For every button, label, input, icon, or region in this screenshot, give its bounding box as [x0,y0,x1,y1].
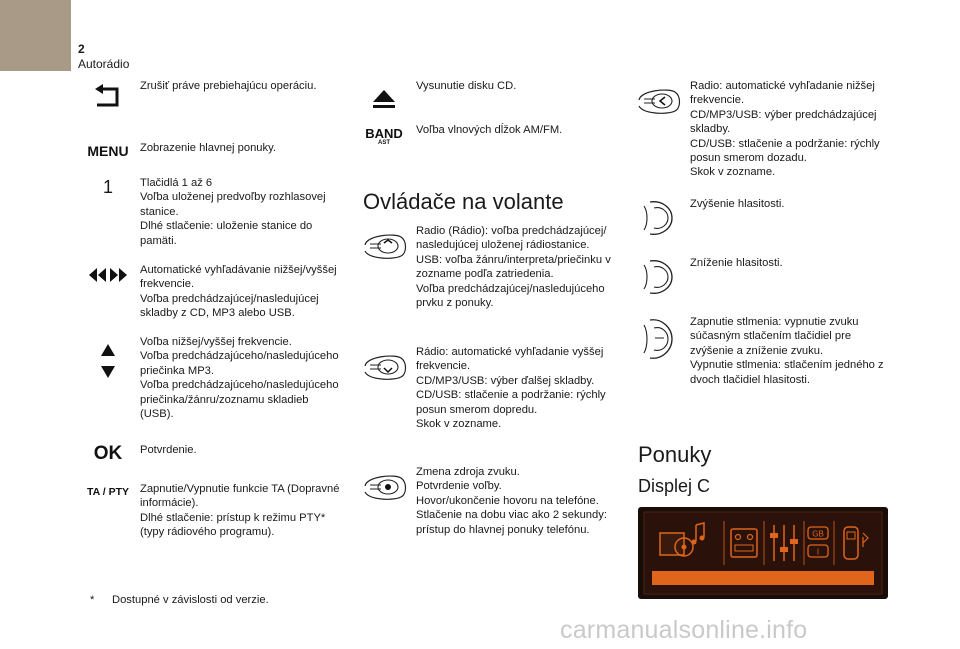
mute-control-icon [626,315,690,363]
item-volume-up: Zvýšenie hlasitosti. [626,197,890,239]
steering-control-down-icon [352,345,416,389]
item-volume-down: Zníženie hlasitosti. [626,256,890,298]
volume-down-control-icon [626,256,690,298]
item-seek: Automatické vyhľadávanie nižšej/vyššej frekvencie. Voľba predchádzajúcej/nasledujúcej skladby z CD, MP3 alebo USB. [76,263,340,321]
item-steering-up: Radio (Rádio): voľba predchádzajúcej/ nasledujúcej uloženej rádiostanice. USB: voľba žánru/interpreta/priečinku v zozname podľa zatriedenia. Voľba predchádzajúcej/nasledujúceho prvku z ponuky. [352,224,630,310]
section-title: Autorádio [78,57,130,71]
footnote [90,594,269,606]
page-number: 2 [78,42,85,56]
display-heading: Displej C [638,476,711,496]
item-ok: OK Potvrdenie. [76,443,340,465]
item-presets: 1 Tlačidlá 1 až 6 Voľba uloženej predvoľby rozhlasovej stanice. Dlhé stlačenie: uloženie stanice do pamäti. [76,176,340,248]
chapter-tab [0,0,71,71]
item-eject: Vysunutie disku CD. [352,79,630,119]
svg-text:I: I [816,547,820,557]
up-down-arrows-icon [76,335,140,385]
menu-button-icon: MENU [87,143,129,159]
steering-control-rear-icon [626,79,690,123]
item-steering-source: Zmena zdroja zvuku. Potvrdenie voľby. Hovor/ukončenie hovoru na telefóne. Stlačenie na dobu viac ako 2 sekundy: prístup do hlavnej ponuky telefónu. [352,465,630,537]
ok-button-icon: OK [93,443,123,464]
item-mute: Zapnutie stlmenia: vypnutie zvuku súčasným stlačením tlačidiel pre zvýšenie a zníženie zvuku. Vypnutie stlmenia: stlačením jedného z dvoch tlačidiel hlasitosti. [626,315,890,387]
eject-icon [352,79,416,119]
item-band: BAND AST Voľba vlnových dĺžok AM/FM. [352,123,630,151]
steering-control-source-icon [352,465,416,509]
settings-sliders-icon [770,525,798,561]
ta-pty-button-icon: TA / PTY [87,486,129,498]
steering-controls-heading: Ovládače na volante [363,189,564,214]
band-ast-button-icon: BAND AST [365,126,403,146]
display-c-screen [638,507,888,599]
item-steering-down: Rádio: automatické vyhľadanie vyššej frekvencie. CD/MP3/USB: výber ďalšej skladby. CD/USB: stlačenie a podržanie: rýchly posun smerom dopredu. Skok v zozname. [352,345,630,431]
watermark: carmanualsonline.info [560,616,808,644]
svg-text:GB: GB [812,529,824,539]
preset-button-icon: 1 [102,176,113,197]
menus-heading: Ponuky [638,442,712,467]
footnote-text: Dostupné v závislosti od verzie. [112,594,269,606]
steering-control-up-icon [352,224,416,268]
item-up-down: Voľba nižšej/vyššej frekvencie. Voľba predchádzajúceho/nasledujúceho priečinka MP3. Voľba predchádzajúceho/nasledujúceho priečinka/žánru/zoznamu skladieb (USB). [76,335,340,421]
footnote-mark: * [90,594,95,606]
item-cancel: Zrušiť práve prebiehajúcu operáciu. [76,79,340,113]
back-arrow-icon [76,79,140,113]
item-steering-rear: Radio: automatické vyhľadanie nižšej frekvencie. CD/MP3/USB: výber predchádzajúcej skladby. CD/USB: stlačenie a podržanie: rýchly posun smerom dozadu. Skok v zozname. [626,79,890,180]
item-menu: MENU Zobrazenie hlavnej ponuky. [76,141,340,161]
item-ta-pty: TA / PTY Zapnutie/Vypnutie funkcie TA (Dopravné informácie). Dlhé stlačenie: prístup k režimu PTY* (typy rádiového programu). [76,482,340,540]
volume-up-control-icon [626,197,690,239]
seek-left-right-icon [76,263,140,287]
